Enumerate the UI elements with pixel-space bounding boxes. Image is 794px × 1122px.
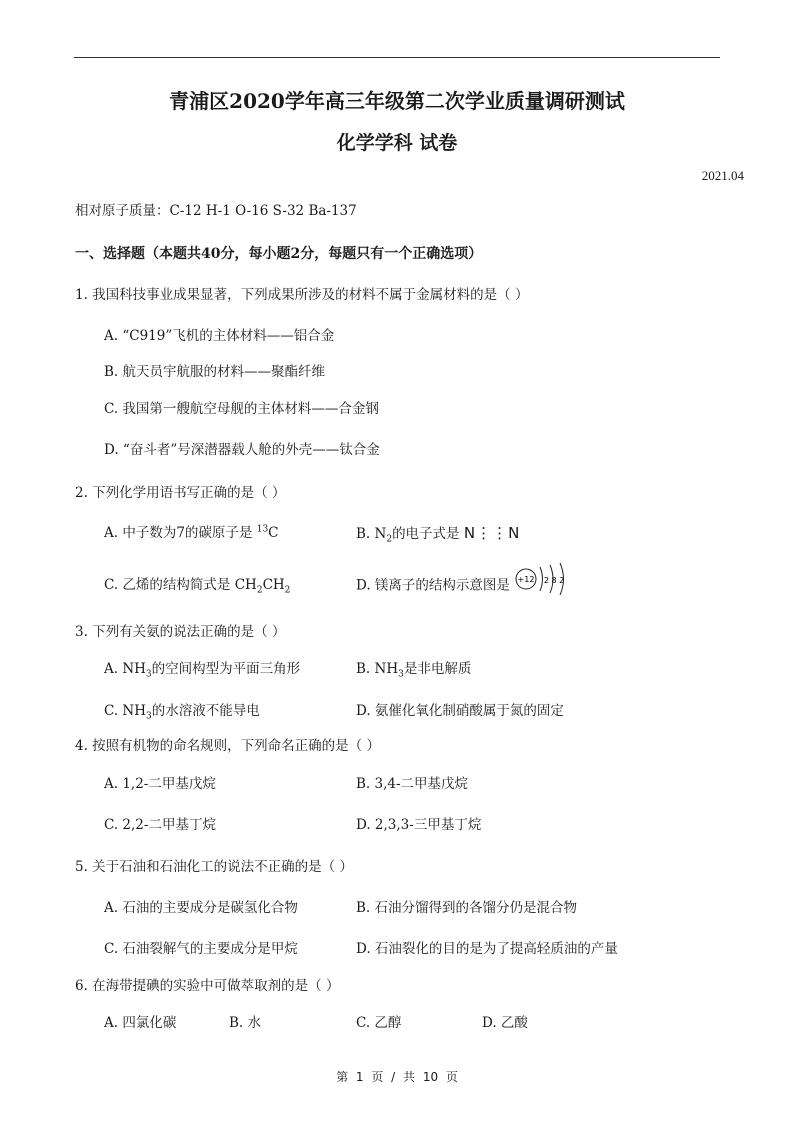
q1-option-a: A. “C919”飞机的主体材料——铝合金 <box>104 328 335 344</box>
header-rule <box>74 57 720 58</box>
q4-option-d: D. 2,3,3-三甲基丁烷 <box>356 817 482 833</box>
exam-date: 2021.04 <box>701 168 744 183</box>
q2-option-c: C. 乙烯的结构简式是 $CH_2CH_2$ <box>104 577 291 596</box>
q4-option-b: B. 3,4-二甲基戊烷 <box>356 776 469 792</box>
q4-option-c: C. 2,2-二甲基丁烷 <box>104 817 216 833</box>
q6-option-a: A. 四氯化碳 <box>104 1015 177 1031</box>
q2-option-d: D. 镁离子的结构示意图是 +12 2 8 2 <box>356 576 572 596</box>
q2-option-a: A. 中子数为7的碳原子是 $^{13}$C <box>104 524 279 541</box>
n2-electron-formula: N⋮⋮N <box>463 524 521 542</box>
exam-subtitle: 化学学科 试卷 <box>336 132 458 154</box>
q5-option-d: D. 石油裂化的目的是为了提高轻质油的产量 <box>356 941 618 957</box>
q3-option-c: C. $NH_3$的水溶液不能导电 <box>104 703 260 722</box>
exam-title: 青浦区2020学年高三年级第二次学业质量调研测试 <box>169 89 625 113</box>
q5-option-b: B. 石油分馏得到的各馏分仍是混合物 <box>356 900 578 916</box>
question-1-stem: 1. 我国科技事业成果显著，下列成果所涉及的材料不属于金属材料的是（ ） <box>75 287 529 303</box>
q5-option-a: A. 石油的主要成分是碳氢化合物 <box>104 900 298 916</box>
q6-option-c: C. 乙醇 <box>356 1015 402 1031</box>
q6-option-b: B. 水 <box>229 1015 262 1031</box>
q5-option-c: C. 石油裂解气的主要成分是甲烷 <box>104 941 298 957</box>
atomic-masses: 相对原子质量：C-12 H-1 O-16 S-32 Ba-137 <box>75 203 357 219</box>
question-6-stem: 6. 在海带提碘的实验中可做萃取剂的是（ ） <box>75 978 340 994</box>
question-5-stem: 5. 关于石油和石油化工的说法不正确的是（ ） <box>75 859 353 875</box>
q3-option-a: A. $NH_3$的空间构型为平面三角形 <box>104 661 301 680</box>
q4-option-a: A. 1,2-二甲基戊烷 <box>104 776 216 792</box>
question-4-stem: 4. 按照有机物的命名规则，下列命名正确的是（ ） <box>75 738 380 754</box>
q2-option-b: B. $N_2$的电子式是 N⋮⋮N <box>356 524 521 545</box>
section-heading: 一、选择题（本题共40分，每小题2分，每题只有一个正确选项） <box>75 246 483 262</box>
q1-option-b: B. 航天员宇航服的材料——聚酯纤维 <box>104 364 326 380</box>
q6-option-d: D. 乙酸 <box>482 1015 528 1031</box>
question-2-stem: 2. 下列化学用语书写正确的是（ ） <box>75 485 286 501</box>
q3-option-d: D. 氨催化氧化制硝酸属于氮的固定 <box>356 703 564 719</box>
q3-option-b: B. $NH_3$是非电解质 <box>356 661 472 680</box>
question-3-stem: 3. 下列有关氨的说法正确的是（ ） <box>75 624 286 640</box>
q1-option-c: C. 我国第一艘航空母舰的主体材料——合金钢 <box>104 401 379 417</box>
nucleus-label: +12 <box>517 575 535 584</box>
page-footer: 第 1 页 / 共 10 页 <box>336 1070 458 1084</box>
magnesium-ion-diagram <box>514 562 572 596</box>
q1-option-d: D. “奋斗者”号深潜器载人舱的外壳——钛合金 <box>104 442 380 458</box>
shell-electrons-label: 2 8 2 <box>544 576 565 585</box>
